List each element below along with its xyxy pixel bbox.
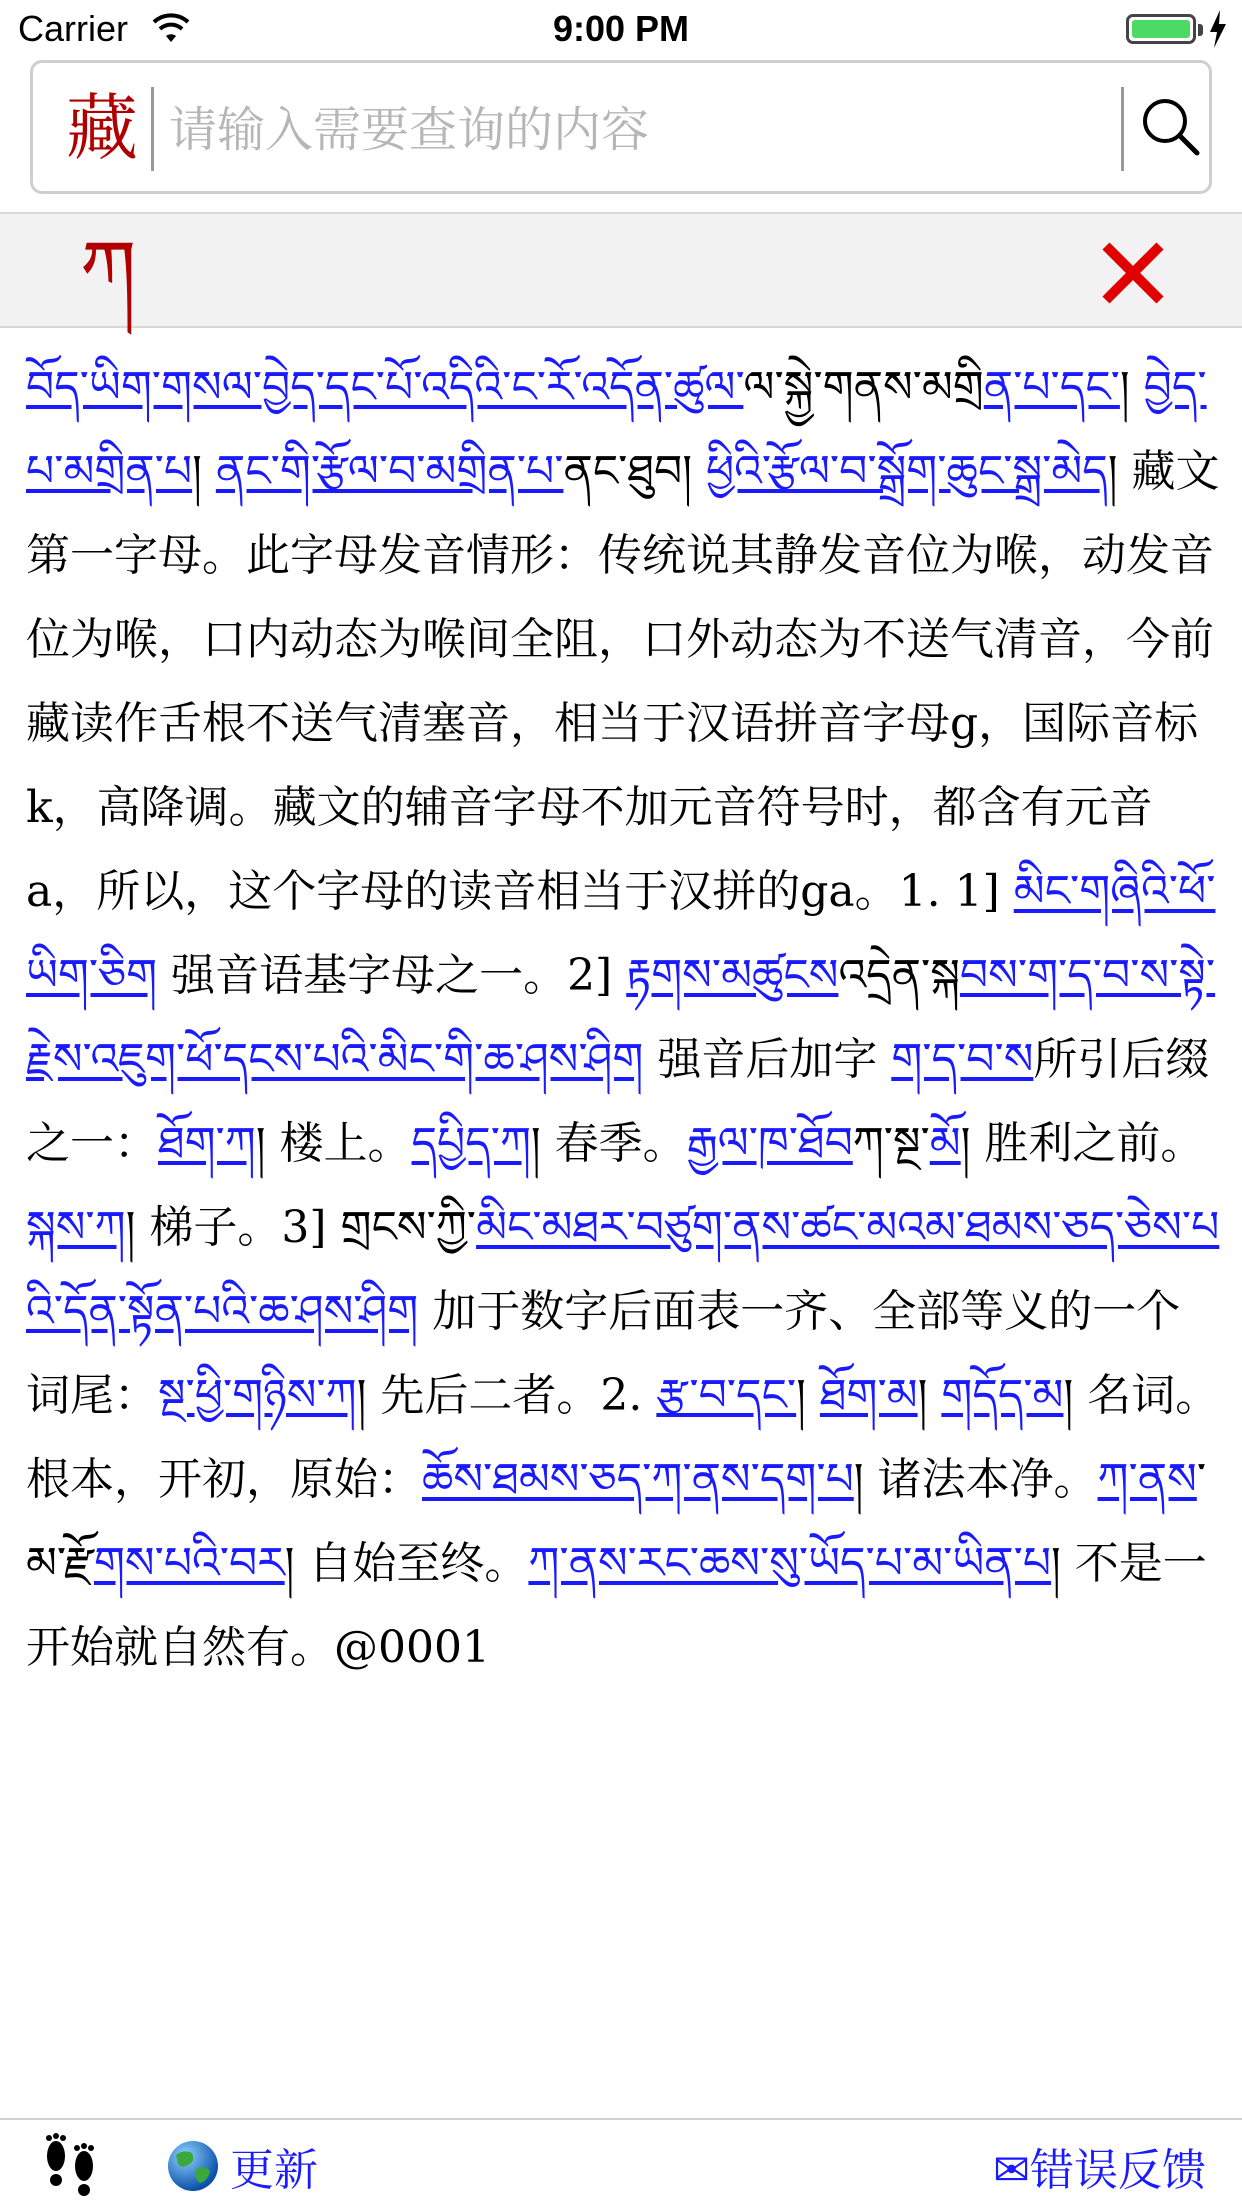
definition-segment: ཀ་སྔ་ [852,1118,930,1169]
definition-segment: ་མ་རྫོ [26,1454,1207,1589]
definition-segment: ། 藏文第一字母。此字母发音情形：传统说其静发音位为喉，动发音位为喉，口内动态为喉间全阻，口外动态为不送气清音，今前藏读作舌根不送气清塞音，相当于汉语拼音字母g，国际音标k，高降调。藏文的辅音字母不加元音符号时，都含有元音a，所以，这个字母的读音相当于汉拼的ga。1. 1] [26,446,1220,917]
search-input[interactable] [167,87,1151,173]
definition-link[interactable]: གདོད་མ [941,1370,1064,1421]
divider [1121,87,1124,171]
definition-segment: ། [917,1370,942,1421]
search-bar [30,60,1212,194]
definition-segment: འདྲེན་སྐ [838,950,960,1001]
language-toggle-button[interactable]: 藏 [65,86,138,170]
definition-segment: ། 不是一开始就自然有。@0001 [26,1538,1207,1673]
definition-link[interactable]: བྱེད་པ་མགྲིན་པ [26,362,1207,497]
update-button[interactable] [166,2134,318,2198]
headword: ཀ [80,223,137,316]
close-icon[interactable] [1100,240,1166,306]
definition-link[interactable]: བོད་ཡིག་གསལ་བྱེད་དང་པོ་འདིའི་ང་རོ་འདོན་ཚུལ་ [26,362,744,413]
divider [151,87,154,171]
feedback-button[interactable]: ✉错误反馈 [993,2145,1206,2196]
definition-segment: ། 自始至终。 [284,1538,529,1589]
charging-bolt-icon [1208,10,1228,48]
definition-link[interactable]: ནང་གི་རྩོལ་བ་མགྲིན་པ་ [215,446,564,497]
definition-text [26,346,1222,1690]
definition-link[interactable]: སྐས་ཀ [26,1202,126,1253]
definition-segment: 强音语基字母之一。2] [157,950,627,1001]
definition-link[interactable]: ཕྱིའི་རྩོལ་བ་སྒྲོག་ཆུང་སྒྲ་མེད [705,446,1108,497]
search-icon[interactable] [1129,77,1209,177]
footprints-icon[interactable] [36,2132,106,2200]
definition-link[interactable]: ཆོས་ཐམས་ཅད་ཀ་ནས་དག་པ [422,1454,854,1505]
definition-segment: ། [796,1370,820,1421]
battery-level [1132,20,1190,38]
battery-nub [1198,24,1203,36]
definition-segment: ། 先后二者。2. [356,1370,657,1421]
definition-link[interactable]: ཐོག་མ [819,1370,918,1421]
definition-segment: ལ་སྐྱེ་གནས་མགྲི [743,362,984,413]
definition-link[interactable]: ཐོག་ཀ [158,1118,256,1169]
definition-link[interactable]: གས་པའི་བར [93,1538,285,1589]
definition-link[interactable]: སྔ་ཕྱི་གཉིས་ཀ [158,1370,357,1421]
update-label: 更新 [230,2145,318,2196]
definition-link[interactable]: མིང་མཐར་བཙུག་ནས་ཚང་མའམ་ཐམས་ཅད་ཅེས་པའི་དོན་སྟོན་པའི་ཆ་ཤས་ཤིག [26,1202,1220,1337]
definition-segment: ། [1119,362,1144,413]
definition-link[interactable]: མོ [929,1118,961,1169]
definition-link[interactable]: ན་པ་དང་ [983,362,1120,413]
definition-segment: ། 诸法本净。 [853,1454,1098,1505]
definition-segment: 所引后缀之一： [26,1034,1210,1169]
globe-icon [166,2139,220,2193]
definition-link[interactable]: རྩ་བ་དང་ [656,1370,797,1421]
definition-segment: ། 楼上。 [255,1118,412,1169]
status-bar [0,0,1242,60]
definition-link[interactable]: རྟགས་མཚུངས [626,950,839,1001]
definition-link[interactable]: ག་ད་བ་ས [891,1034,1034,1085]
definition-segment: ། [682,446,706,497]
definition-link[interactable]: རྒྱལ་ཁ་ཐོབ [686,1118,853,1169]
definition-link[interactable]: ཀ་ནས་རང་ཆས་སུ་ཡོད་པ་མ་ཡིན་པ [528,1538,1052,1589]
definition-segment: ། [192,446,216,497]
definition-segment: 强音后加字 [643,1034,892,1085]
bottom-toolbar [0,2118,1242,2208]
definition-link[interactable]: དཔྱིད་ཀ [411,1118,531,1169]
definition-link[interactable]: མིང་གཞིའི་ཕོ་ཡིག་ཅིག [26,866,1216,1001]
definition-segment: 加于数字后面表一齐、全部等义的一个词尾： [26,1286,1181,1421]
carrier-label: Carrier [18,8,129,49]
headword-bar [0,212,1242,328]
definition-segment: ། 春季。 [530,1118,687,1169]
definition-segment: ནང་ཐུབ [563,446,683,497]
definition-segment: ། 名词。根本，开初，原始： [26,1370,1220,1505]
definition-link[interactable]: ཀ་ནས [1097,1454,1197,1505]
definition-segment: གྲངས་ཀྱི་ [340,1202,477,1253]
status-time: 9:00 PM [552,8,690,49]
definition-segment: ། 梯子。3] [125,1202,341,1253]
battery-icon [1126,14,1196,44]
definition-segment: ། 胜利之前。 [960,1118,1205,1169]
definition-link[interactable]: བས་ག་ད་བ་ས་སྟེ་རྗེས་འཇུག་ཕོ་དངས་པའི་མིང་གི་ཆ་ཤས་ཤིག [26,950,1216,1085]
